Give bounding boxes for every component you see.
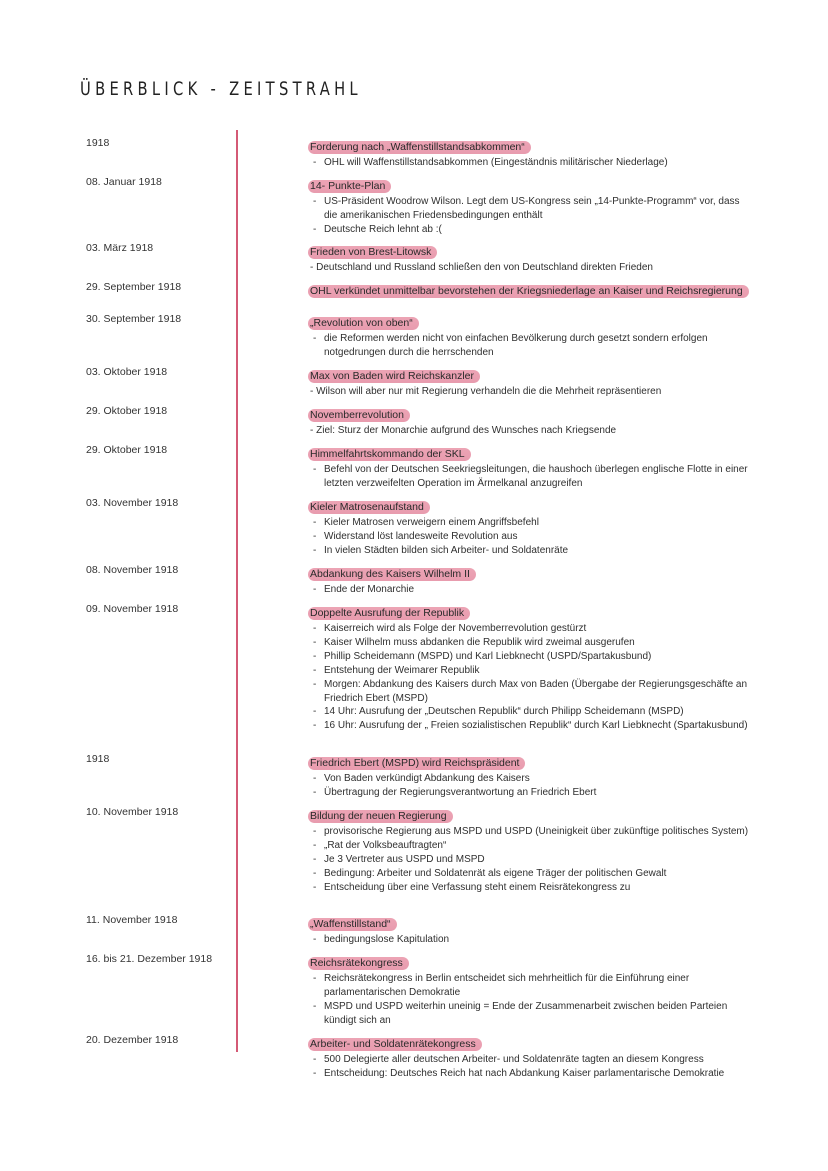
entry-date: 29. Oktober 1918	[86, 405, 168, 417]
entry-heading: „Waffenstillstand“	[308, 918, 397, 931]
entry-date: 08. Januar 1918	[86, 176, 162, 188]
timeline-line	[236, 130, 238, 1052]
entry-date: 08. November 1918	[86, 564, 179, 576]
entry-content	[310, 405, 750, 438]
entry-content	[310, 753, 750, 800]
page-title: ÜBERBLICK - ZEITSTRAHL	[80, 78, 362, 100]
bullet-item: - Je 3 Vertreter aus USPD und MSPD	[310, 853, 750, 867]
bullet-item: - Kaiserreich wird als Folge der Novemberrevolution gestürzt	[310, 622, 750, 636]
entry-text: - Wilson will aber nur mit Regierung verhandeln die die Mehrheit repräsentieren	[310, 386, 662, 397]
entry-heading: Kieler Matrosenaufstand	[308, 501, 430, 514]
bullet-item: - „Rat der Volksbeauftragten“	[310, 839, 750, 853]
entry-content	[310, 366, 750, 399]
entry-heading: 14- Punkte-Plan	[308, 180, 391, 193]
bullet-item: - Kaiser Wilhelm muss abdanken die Republik wird zweimal ausgerufen	[310, 636, 750, 650]
entry-date: 29. September 1918	[86, 281, 182, 293]
entry-date: 11. November 1918	[86, 914, 178, 926]
bullet-item: - OHL will Waffenstillstandsabkommen (Eingeständnis militärischer Niederlage)	[310, 156, 750, 170]
entry-bullets	[310, 933, 750, 947]
entry-content	[310, 806, 750, 895]
bullet-item: - Entstehung der Weimarer Republik	[310, 664, 750, 678]
bullet-item: - 16 Uhr: Ausrufung der „ Freien sozialistischen Republik“ durch Karl Liebknecht (Spartakusbund)	[310, 719, 750, 733]
entry-date: 1918	[86, 137, 110, 149]
entry-bullets	[310, 583, 750, 597]
entry-bullets	[310, 825, 750, 895]
bullet-item: - bedingungslose Kapitulation	[310, 933, 750, 947]
entry-heading: Friedrich Ebert (MSPD) wird Reichspräsident	[308, 757, 525, 770]
entry-bullets	[310, 156, 750, 170]
bullet-item: - die Reformen werden nicht von einfachen Bevölkerung durch gesetzt sondern erfolgen notgedrungen durch die herrschenden	[310, 332, 750, 360]
entry-date: 03. November 1918	[86, 497, 179, 509]
entry-text: - Deutschland und Russland schließen den von Deutschland direkten Frieden	[310, 262, 653, 273]
entry-heading: Forderung nach „Waffenstillstandsabkommen“	[308, 141, 531, 154]
entry-heading: Reichsrätekongress	[308, 957, 409, 970]
entry-heading: OHL verkündet unmittelbar bevorstehen der Kriegsniederlage an Kaiser und Reichsregierung	[308, 285, 749, 298]
entry-content	[310, 176, 750, 237]
entry-heading: Max von Baden wird Reichskanzler	[308, 370, 480, 383]
entry-content	[310, 281, 750, 299]
bullet-item: - 500 Delegierte aller deutschen Arbeiter- und Soldatenräte tagten an diesem Kongress	[310, 1053, 750, 1067]
entry-content	[310, 1034, 750, 1081]
entry-heading: Novemberrevolution	[308, 409, 410, 422]
entry-content	[310, 444, 750, 491]
entry-content	[310, 953, 750, 1028]
bullet-item: - Reichsrätekongress in Berlin entscheidet sich mehrheitlich für die Einführung einer parlamentarischen Demokratie	[310, 972, 750, 1000]
entry-date: 03. März 1918	[86, 242, 154, 254]
bullet-item: - provisorische Regierung aus MSPD und USPD (Uneinigkeit über zukünftige politisches System)	[310, 825, 750, 839]
entry-bullets	[310, 463, 750, 491]
entry-heading: Doppelte Ausrufung der Republik	[308, 607, 470, 620]
bullet-item: - Von Baden verkündigt Abdankung des Kaisers	[310, 772, 750, 786]
bullet-item: - In vielen Städten bilden sich Arbeiter- und Soldatenräte	[310, 544, 750, 558]
entry-heading: Abdankung des Kaisers Wilhelm II	[308, 568, 476, 581]
entry-date: 09. November 1918	[86, 603, 179, 615]
entry-heading: „Revolution von oben“	[308, 317, 419, 330]
bullet-item: - Deutsche Reich lehnt ab :(	[310, 223, 750, 237]
bullet-item: - Ende der Monarchie	[310, 583, 750, 597]
entry-content	[310, 914, 750, 947]
bullet-item: - Morgen: Abdankung des Kaisers durch Max von Baden (Übergabe der Regierungsgeschäfte an Friedrich Ebert (MSPD)	[310, 678, 750, 706]
entry-bullets	[310, 622, 750, 733]
entry-heading: Himmelfahrtskommando der SKL	[308, 448, 471, 461]
entry-date: 29. Oktober 1918	[86, 444, 168, 456]
bullet-item: - Übertragung der Regierungsverantwortung an Friedrich Ebert	[310, 786, 750, 800]
entry-heading: Arbeiter- und Soldatenrätekongress	[308, 1038, 482, 1051]
entry-bullets	[310, 772, 750, 800]
bullet-item: - MSPD und USPD weiterhin uneinig = Ende der Zusammenarbeit zwischen beiden Parteien kündigt sich an	[310, 1000, 750, 1028]
entry-content	[310, 564, 750, 597]
entry-heading: Frieden von Brest-Litowsk	[308, 246, 437, 259]
bullet-item: - Widerstand löst landesweite Revolution aus	[310, 530, 750, 544]
entry-date: 20. Dezember 1918	[86, 1034, 179, 1046]
entry-date: 03. Oktober 1918	[86, 366, 168, 378]
entry-bullets	[310, 195, 750, 237]
entry-date: 30. September 1918	[86, 313, 182, 325]
entry-bullets	[310, 516, 750, 558]
bullet-item: - Phillip Scheidemann (MSPD) und Karl Liebknecht (USPD/Spartakusbund)	[310, 650, 750, 664]
entry-content	[310, 242, 750, 275]
bullet-item: - Entscheidung über eine Verfassung steht einem Reisrätekongress zu	[310, 881, 750, 895]
bullet-item: - Kieler Matrosen verweigern einem Angriffsbefehl	[310, 516, 750, 530]
entry-heading: Bildung der neuen Regierung	[308, 810, 453, 823]
entry-text: - Ziel: Sturz der Monarchie aufgrund des Wunsches nach Kriegsende	[310, 425, 617, 436]
bullet-item: - US-Präsident Woodrow Wilson. Legt dem US-Kongress sein „14-Punkte-Programm“ vor, dass die amerikanischen Friedensbedingungen enthält	[310, 195, 750, 223]
bullet-item: - Befehl von der Deutschen Seekriegsleitungen, die haushoch überlegen englische Flotte in einer letzten verzweifelten Operation im Ärmelkanal anzugreifen	[310, 463, 750, 491]
entry-date: 1918	[86, 753, 110, 765]
entry-date: 16. bis 21. Dezember 1918	[86, 953, 213, 965]
entry-bullets	[310, 332, 750, 360]
bullet-item: - Entscheidung: Deutsches Reich hat nach Abdankung Kaiser parlamentarische Demokratie	[310, 1067, 750, 1081]
bullet-item: - Bedingung: Arbeiter und Soldatenrät als eigene Träger der politischen Gewalt	[310, 867, 750, 881]
entry-date: 10. November 1918	[86, 806, 179, 818]
entry-content	[310, 603, 750, 733]
entry-content	[310, 137, 750, 170]
bullet-item: - 14 Uhr: Ausrufung der „Deutschen Republik“ durch Philipp Scheidemann (MSPD)	[310, 705, 750, 719]
entry-bullets	[310, 1053, 750, 1081]
entry-content	[310, 497, 750, 558]
entry-bullets	[310, 972, 750, 1028]
entry-content	[310, 313, 750, 360]
